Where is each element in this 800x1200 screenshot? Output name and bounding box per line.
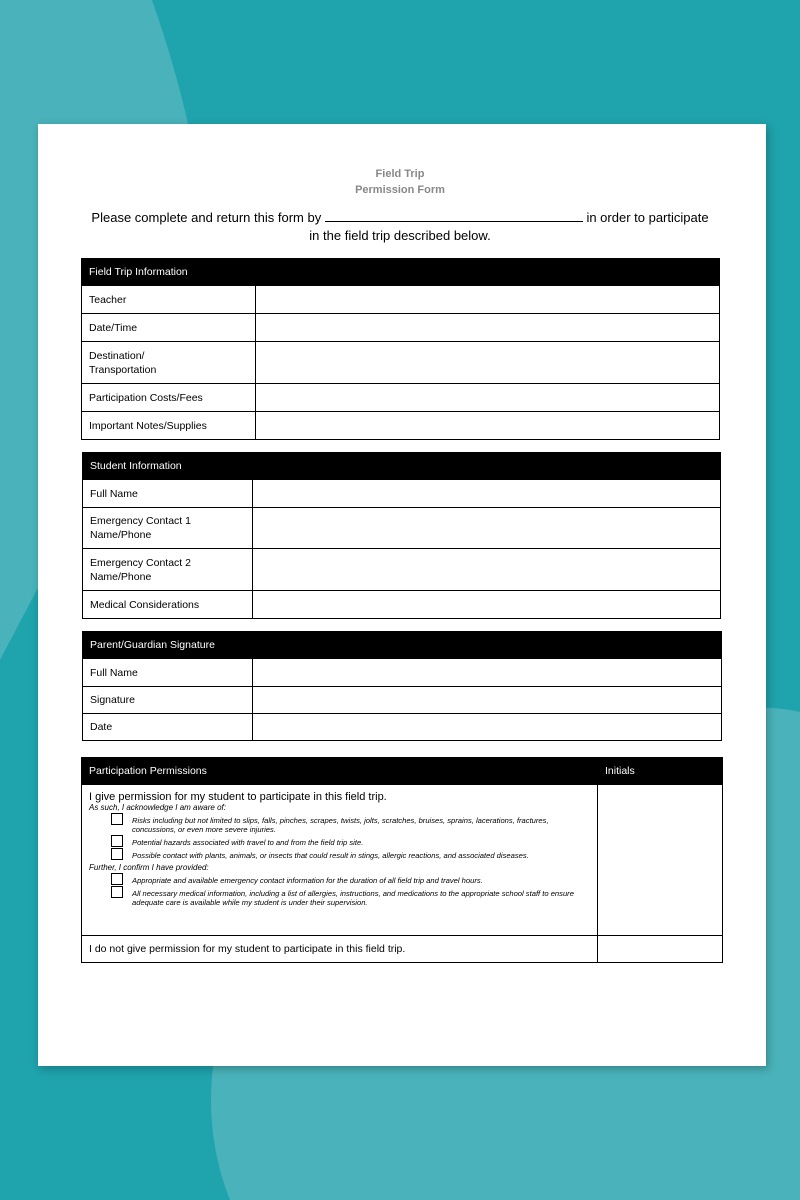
row-label: Emergency Contact 1 Name/Phone xyxy=(83,508,253,549)
intro-text xyxy=(0,210,800,225)
acknowledge-text: As such, I acknowledge I am aware of: xyxy=(89,803,226,812)
row-label: Emergency Contact 2 Name/Phone xyxy=(83,549,253,591)
return-date-field[interactable] xyxy=(325,210,583,222)
permission-give-cell xyxy=(82,785,598,936)
row-label: Medical Considerations xyxy=(83,591,253,619)
permissions-header: Participation Permissions xyxy=(82,758,598,785)
row-input-field[interactable] xyxy=(253,549,721,591)
row-input-field[interactable] xyxy=(253,714,722,741)
initials-deny-field[interactable] xyxy=(598,936,723,963)
checkbox-item xyxy=(111,838,590,847)
row-input-field[interactable] xyxy=(256,286,720,314)
row-label: Full Name xyxy=(83,659,253,687)
checkbox-label: All necessary medical information, including a list of allergies, instructions, and medications to the appropriate school staff to ensure adequate care is available while my student is under their supervision. xyxy=(132,889,574,907)
row-input-field[interactable] xyxy=(256,412,720,440)
row-input-field[interactable] xyxy=(253,480,721,508)
checkbox-item xyxy=(111,816,590,834)
checkbox[interactable] xyxy=(111,873,123,885)
intro-line2: in the field trip described below. xyxy=(309,228,491,243)
row-input-field[interactable] xyxy=(253,508,721,549)
section-header: Student Information xyxy=(83,453,721,480)
row-label: Participation Costs/Fees xyxy=(82,384,256,412)
deny-permission-text: I do not give permission for my student to participate in this field trip. xyxy=(82,936,598,963)
form-subtitle: Permission Form xyxy=(355,184,445,196)
section-header: Field Trip Information xyxy=(82,259,720,286)
row-label: Destination/ Transportation xyxy=(82,342,256,384)
row-input-field[interactable] xyxy=(256,314,720,342)
initials-give-field[interactable] xyxy=(598,785,723,936)
give-permission-text: I give permission for my student to participate in this field trip. xyxy=(89,791,387,803)
checkbox-item xyxy=(111,851,590,860)
row-label: Date xyxy=(83,714,253,741)
checkbox-item xyxy=(111,889,590,907)
checkbox-label: Risks including but not limited to slips, falls, pinches, scrapes, twists, jolts, scratches, bruises, sprains, lacerations, fractures, concussions, or even more severe injuries. xyxy=(132,816,549,834)
parent-table xyxy=(82,631,722,741)
row-input-field[interactable] xyxy=(256,342,720,384)
row-input-field[interactable] xyxy=(256,384,720,412)
checkbox-label: Potential hazards associated with travel to and from the field trip site. xyxy=(132,838,364,847)
row-label: Important Notes/Supplies xyxy=(82,412,256,440)
row-input-field[interactable] xyxy=(253,591,721,619)
checkbox[interactable] xyxy=(111,835,123,847)
row-label: Signature xyxy=(83,687,253,714)
field-trip-table xyxy=(81,258,720,440)
student-table xyxy=(82,452,721,619)
checkbox-label: Appropriate and available emergency contact information for the duration of all field trip and travel hours. xyxy=(132,876,483,885)
confirm-text: Further, I confirm I have provided: xyxy=(89,863,209,872)
checkbox[interactable] xyxy=(111,848,123,860)
row-label: Teacher xyxy=(82,286,256,314)
row-input-field[interactable] xyxy=(253,659,722,687)
checkbox[interactable] xyxy=(111,813,123,825)
permissions-table xyxy=(81,757,723,963)
row-label: Full Name xyxy=(83,480,253,508)
form-title: Field Trip xyxy=(375,168,425,180)
intro-after: in order to participate xyxy=(586,210,709,225)
intro-before: Please complete and return this form by xyxy=(91,210,322,225)
checkbox-label: Possible contact with plants, animals, or insects that could result in stings, allergic reactions, and associated diseases. xyxy=(132,851,529,860)
checkbox-item xyxy=(111,876,590,885)
row-input-field[interactable] xyxy=(253,687,722,714)
initials-header: Initials xyxy=(598,758,723,785)
row-label: Date/Time xyxy=(82,314,256,342)
section-header: Parent/Guardian Signature xyxy=(83,632,722,659)
checkbox[interactable] xyxy=(111,886,123,898)
